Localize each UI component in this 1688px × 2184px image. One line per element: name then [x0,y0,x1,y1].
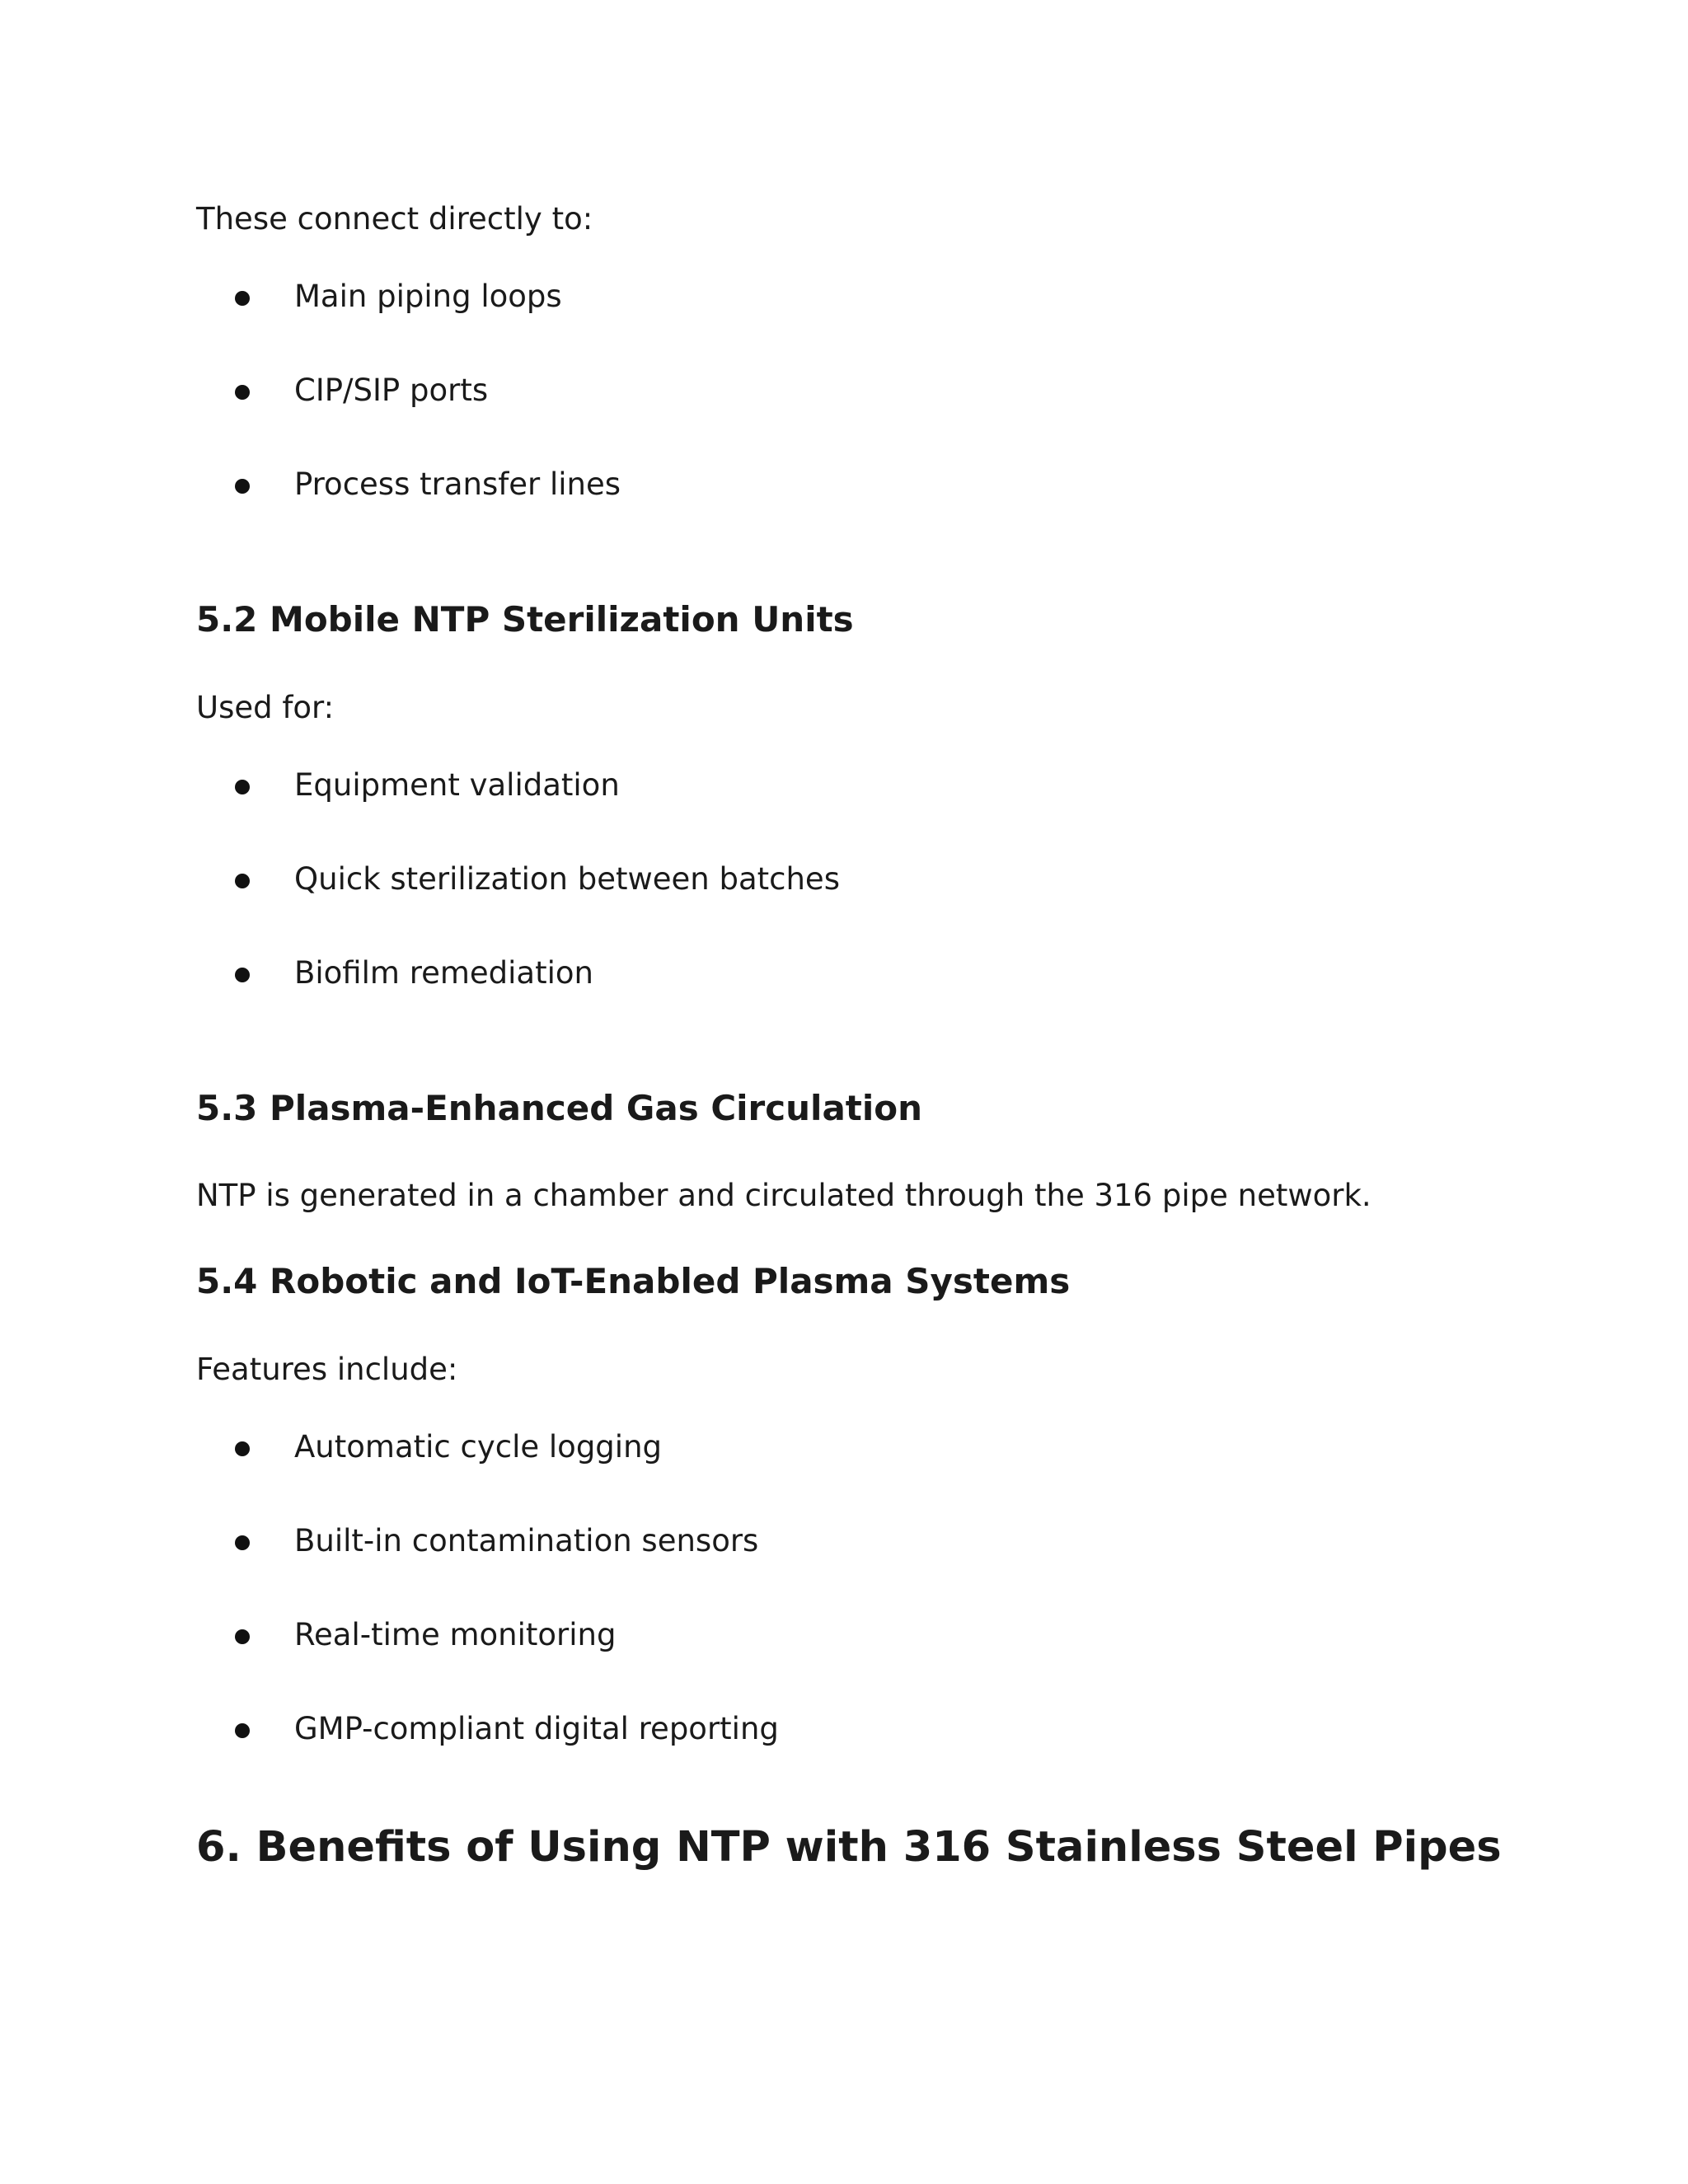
section-heading-6: 6. Benefits of Using NTP with 316 Stainless Steel Pipes [196,1823,1502,1872]
section-lead: Features include: [196,1352,458,1387]
section-heading-5-2: 5.2 Mobile NTP Sterilization Units [196,599,854,640]
bullet-icon [235,1535,250,1550]
section-heading-5-3: 5.3 Plasma-Enhanced Gas Circulation [196,1088,923,1128]
section-lead: Used for: [196,690,335,725]
section-body: NTP is generated in a chamber and circulated through the 316 pipe network. [196,1178,1372,1213]
bullet-icon [235,1441,250,1456]
bullet-icon [235,479,250,494]
bullet-icon [235,968,250,982]
document-page: These connect directly to: Main piping loops CIP/SIP ports Process transfer lines 5.2 Mobile NTP Sterilization Units Used for: Equipment validation Quick sterilization between batches Biofilm remediation 5.3 Plasma-Enhanced Gas Circulation NTP is generated in a chamber and circulated through the 316 pipe network. 5.4 Robotic and IoT-Enabled Plasma Systems Features include: Automatic cycle logging Built-in contamination sensors Real-time monitoring GMP-compliant digital reporting 6. Benefits of Using NTP with 316 Stainless Steel Pipes [196,201,1502,1872]
intro-paragraph: These connect directly to: [196,201,593,237]
bullet-icon [235,291,250,306]
bullet-icon [235,1629,250,1644]
bullet-icon [235,874,250,888]
bullet-icon [235,780,250,794]
bullet-icon [235,1723,250,1738]
section-heading-5-4: 5.4 Robotic and IoT-Enabled Plasma Systems [196,1261,1071,1301]
bullet-icon [235,385,250,400]
